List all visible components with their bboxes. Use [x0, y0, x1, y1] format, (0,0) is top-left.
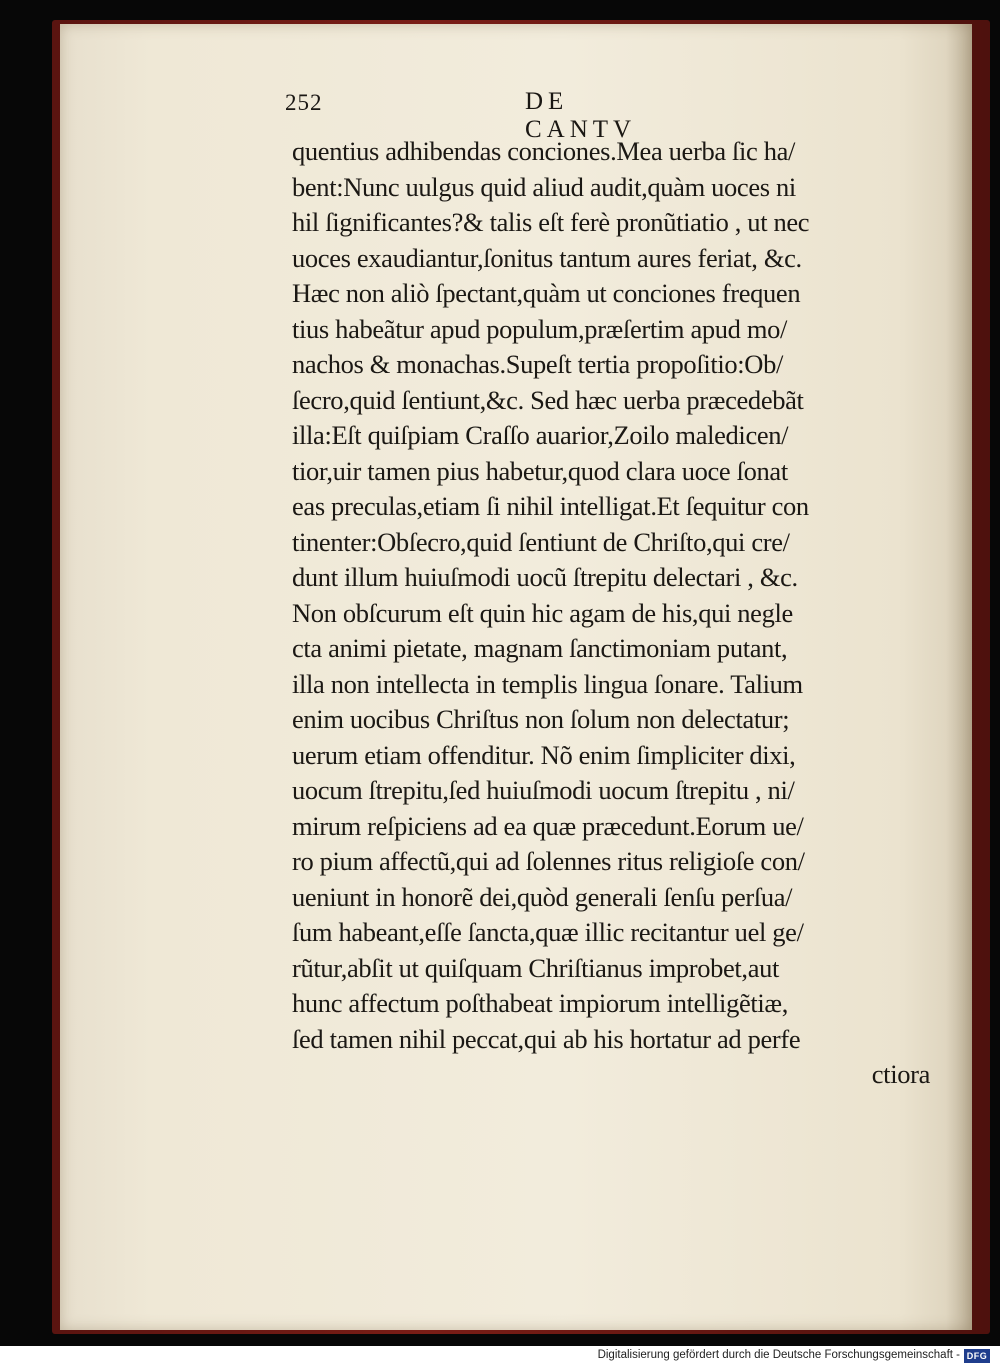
text-line: tinenter:Obſecro,quid ſentiunt de Chriſto,qui cre/: [292, 526, 790, 557]
text-line: uerum etiam offenditur. Nõ enim ſimpliciter dixi,: [292, 739, 796, 770]
running-title: DE CANTV: [525, 88, 637, 143]
text-line: hunc affectum poſthabeat impiorum intelligẽtiæ,: [292, 988, 789, 1018]
text-line: tior,uir tamen pius habetur,quod clara uoce ſonat: [292, 455, 788, 486]
text-line: illa:Eſt quiſpiam Craſſo auarior,Zoilo maledicen/: [292, 420, 789, 450]
text-line: dunt illum huiuſmodi uocũ ſtrepitu delectari , &c.: [292, 562, 798, 592]
text-line: quentius adhibendas conciones.Mea uerba ſic ha/: [292, 136, 796, 166]
text-line: ſecro,quid ſentiunt,&c. Sed hæc uerba præcedebãt: [292, 384, 804, 415]
digitization-footer: [0, 1346, 1000, 1366]
book-page: [60, 24, 972, 1330]
text-line: uoces exaudiantur,ſonitus tantum aures feriat, &c.: [292, 242, 802, 273]
text-line: nachos & monachas.Supeſt tertia propoſitio:Ob/: [292, 349, 783, 379]
text-line: tius habeãtur apud populum,præſertim apud mo/: [292, 313, 788, 344]
dfg-logo: DFG: [964, 1349, 990, 1363]
text-line: illa non intellecta in templis lingua ſonare. Talium: [292, 668, 803, 699]
text-line: eas preculas,etiam ſi nihil intelligat.Et ſequitur con: [292, 491, 809, 521]
funding-credit: Digitalisierung gefördert durch die Deutsche Forschungsgemeinschaft -: [597, 1349, 960, 1361]
page-fold-shadow: [946, 24, 972, 1330]
catchword: ctiora: [871, 1059, 930, 1089]
page-number: 252: [285, 90, 323, 115]
text-line: rũtur,abſit ut quiſquam Chriſtianus improbet,aut: [292, 952, 780, 983]
running-head: [285, 88, 685, 143]
text-line: ſed tamen nihil peccat,qui ab his hortatur ad perfe: [292, 1023, 801, 1054]
text-line: mirum reſpiciens ad ea quæ præcedunt.Eorum ue/: [292, 810, 804, 841]
text-line: Non obſcurum eſt quin hic agam de his,qui negle: [292, 597, 793, 628]
text-line: cta animi pietate, magnam ſanctimoniam putant,: [292, 633, 788, 663]
text-line: bent:Nunc uulgus quid aliud audit,quàm uoces ni: [292, 171, 796, 202]
text-line: hil ſignificantes?& talis eſt ferè pronũtiatio , ut nec: [292, 207, 810, 237]
text-line: uocum ſtrepitu,ſed huiuſmodi uocum ſtrepitu , ni/: [292, 775, 795, 805]
text-line: Hæc non aliò ſpectant,quàm ut conciones frequen: [292, 278, 801, 308]
text-line: enim uocibus Chriſtus non ſolum non delectatur;: [292, 704, 790, 734]
text-block: [292, 134, 932, 1093]
text-line: ueniunt in honorẽ dei,quòd generali ſenſu perſua/: [292, 881, 793, 912]
text-line: ſum habeant,eſſe ſancta,quæ illic recitantur uel ge/: [292, 917, 804, 947]
text-line: ro pium affectũ,qui ad ſolennes ritus religioſe con/: [292, 846, 805, 876]
